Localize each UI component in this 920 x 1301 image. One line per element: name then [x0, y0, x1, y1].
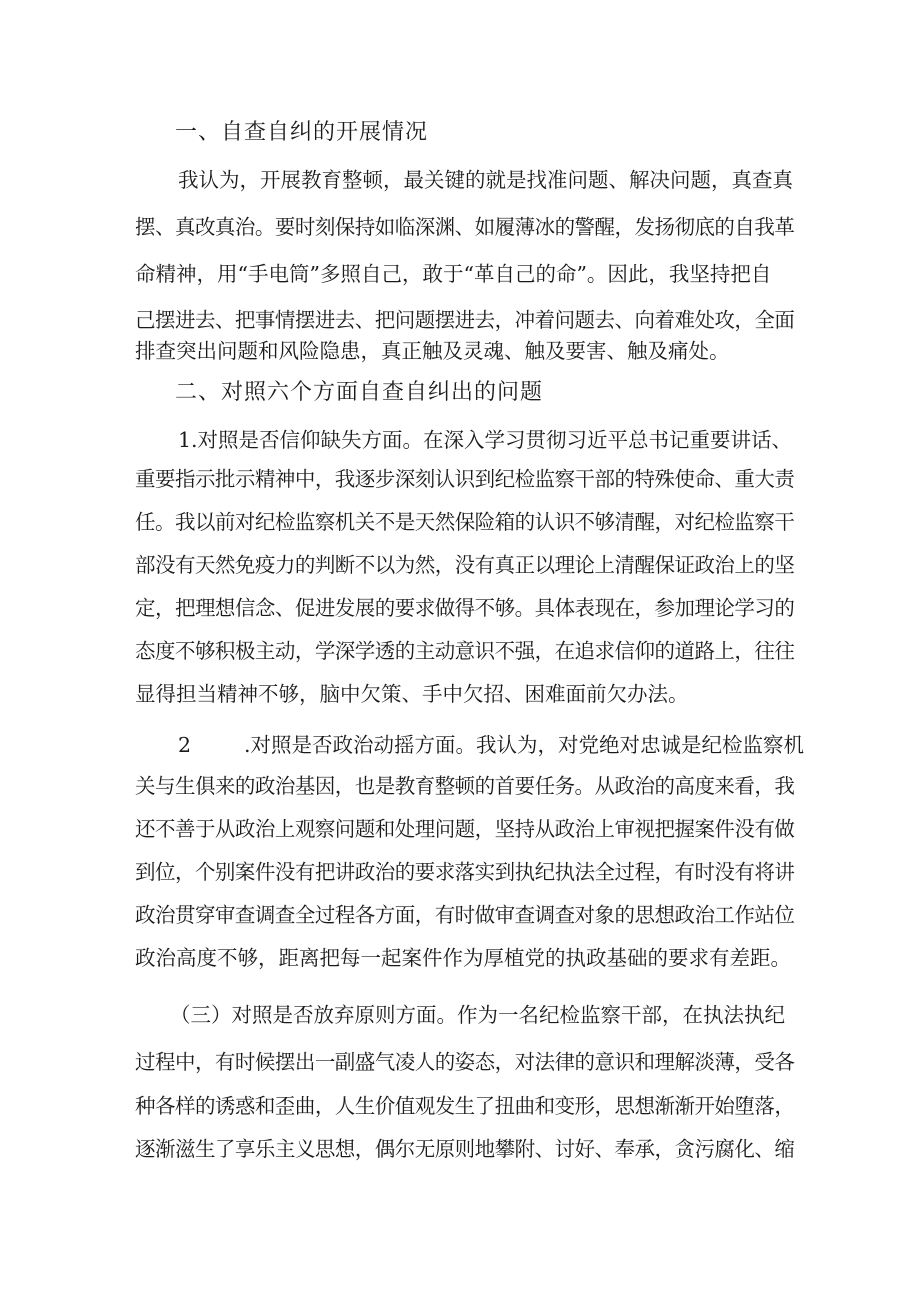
- paragraph-line: （三）对照是否放弃原则方面。作为一名纪检监察干部，在执法执纪: [170, 1003, 785, 1027]
- paragraph-line: 摆、真改真治。要时刻保持如临深渊、如履薄冰的警醒，发扬彻底的自我革: [135, 215, 795, 239]
- paragraph-line: 命精神，用“手电筒”多照自己，敢于“革自己的命”。因此，我坚持把自: [135, 262, 772, 286]
- paragraph-line: 部没有天然免疫力的判断不以为然，没有真正以理论上清醒保证政治上的坚: [135, 553, 795, 577]
- section-heading-2: 二、对照六个方面自查自纠出的问题: [175, 380, 544, 405]
- paragraph-line: 态度不够积极主动，学深学透的主动意识不强，在追求信仰的道路上，往往: [135, 639, 795, 663]
- paragraph-line: 任。我以前对纪检监察机关不是天然保险箱的认识不够清醒，对纪检监察干: [135, 510, 795, 534]
- paragraph-line: 种各样的诱惑和歪曲，人生价值观发生了扭曲和变形，思想渐渐开始堕落，: [135, 1094, 795, 1118]
- paragraph-line: 还不善于从政治上观察问题和处理问题，坚持从政治上审视把握案件没有做: [135, 817, 795, 841]
- paragraph-line: 排查突出问题和风险隐患，真正触及灵魂、触及要害、触及痛处。: [135, 339, 730, 363]
- paragraph-line: 政治高度不够，距离把每一起案件作为厚植党的执政基础的要求有差距。: [135, 946, 791, 970]
- paragraph-line: .对照是否政治动摇方面。我认为，对党绝对忠诚是纪检监察机: [244, 733, 804, 757]
- section-heading-1: 一、自查自纠的开展情况: [175, 120, 429, 145]
- paragraph-line: 定，把理想信念、促进发展的要求做得不够。具体表现在，参加理论学习的: [135, 596, 795, 620]
- paragraph-line: 重要指示批示精神中，我逐步深刻认识到纪检监察干部的特殊使命、重大责: [135, 467, 795, 491]
- paragraph-line: 显得担当精神不够，脑中欠策、手中欠招、困难面前欠办法。: [135, 682, 689, 706]
- paragraph-line: 政治贯穿审查调查全过程各方面，有时做审查调查对象的思想政治工作站位: [135, 903, 795, 927]
- item-number: 2: [178, 733, 192, 757]
- paragraph-line: 到位，个别案件没有把讲政治的要求落实到执纪执法全过程，有时没有将讲: [135, 860, 795, 884]
- paragraph-line: 己摆进去、把事情摆进去、把问题摆进去，冲着问题去、向着难处攻，全面: [135, 308, 795, 332]
- paragraph-line: 1.对照是否信仰缺失方面。在深入学习贯彻习近平总书记重要讲话、: [178, 428, 793, 452]
- paragraph-line: 逐渐滋生了享乐主义思想，偶尔无原则地攀附、讨好、奉承，贪污腐化、缩: [135, 1137, 795, 1161]
- paragraph-line: 我认为，开展教育整顿，最关键的就是找准问题、解决问题，真查真: [178, 168, 793, 192]
- paragraph-line: 过程中，有时候摆出一副盛气凌人的姿态，对法律的意识和理解淡薄，受各: [135, 1050, 795, 1074]
- paragraph-line: 关与生俱来的政治基因，也是教育整顿的首要任务。从政治的高度来看，我: [135, 774, 795, 798]
